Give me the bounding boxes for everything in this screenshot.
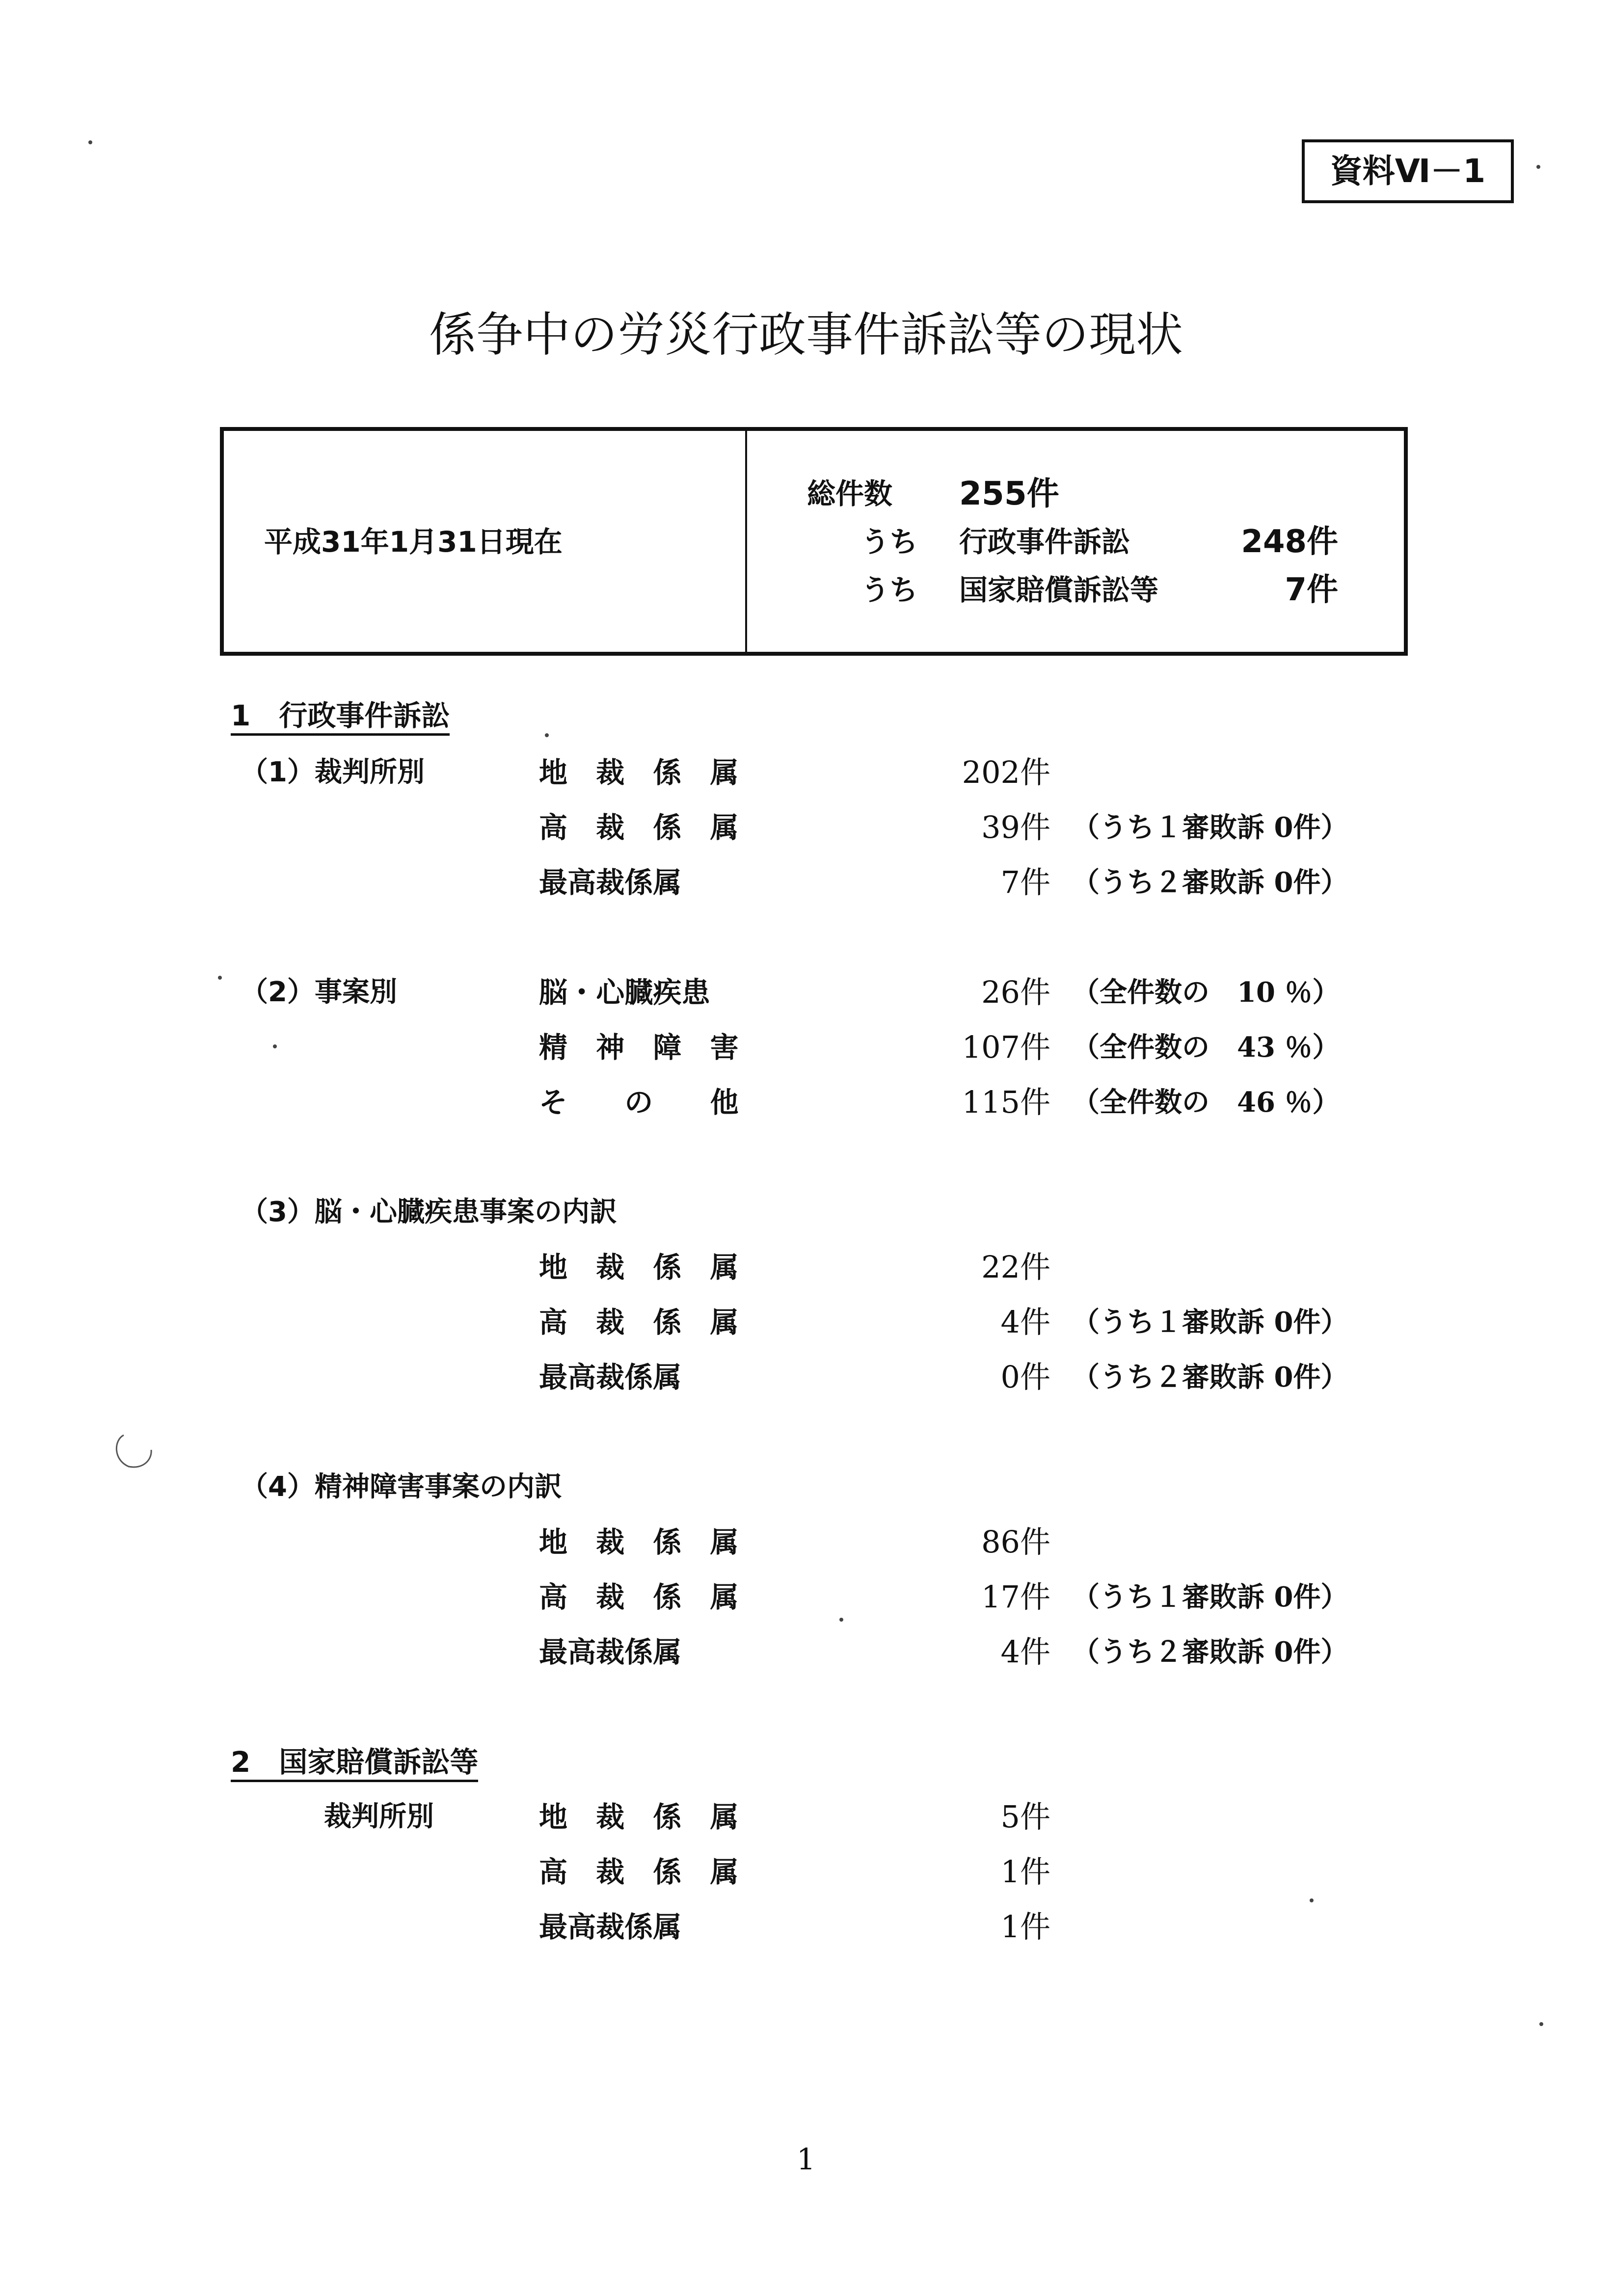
court-label: 高 裁 係 属 xyxy=(539,1580,739,1614)
case-count: 4件 xyxy=(1000,1634,1050,1670)
scan-speck xyxy=(839,1618,843,1622)
case-count: 7件 xyxy=(1000,864,1050,900)
scan-speck xyxy=(545,733,549,737)
case-count: 26件 xyxy=(981,974,1050,1010)
court-label: 高 裁 係 属 xyxy=(539,1855,739,1889)
section-heading-text: 1 行政事件訴訟 xyxy=(231,699,450,736)
case-count: 107件 xyxy=(962,1029,1050,1065)
case-type-label: そ の 他 xyxy=(539,1086,739,1119)
case-note: （うち１審敗訴 0件） xyxy=(1072,811,1348,844)
summary-total-label: 総件数 xyxy=(807,477,893,510)
scan-speck xyxy=(1536,165,1540,169)
section-heading-text: 2 国家賠償訴訟等 xyxy=(231,1745,478,1782)
case-type-label: 脳・心臓疾患 xyxy=(539,976,710,1009)
summary-row-label: 国家賠償訴訟等 xyxy=(959,573,1159,607)
section-heading xyxy=(231,697,450,734)
court-label: 地 裁 係 属 xyxy=(539,756,739,789)
case-note: （うち２審敗訴 0件） xyxy=(1072,1636,1348,1668)
case-count: 4件 xyxy=(1000,1304,1050,1340)
scan-speck xyxy=(1310,1898,1314,1902)
case-count: 115件 xyxy=(962,1084,1050,1120)
case-type-label: 精 神 障 害 xyxy=(539,1031,739,1064)
court-label: 高 裁 係 属 xyxy=(539,811,739,844)
scan-speck xyxy=(273,1044,277,1048)
page-number: 1 xyxy=(796,2142,816,2177)
court-label: 高 裁 係 属 xyxy=(539,1306,739,1339)
case-count: 202件 xyxy=(962,754,1050,790)
summary-row-value: 248件 xyxy=(1241,524,1338,560)
case-note: （全件数の 46 ％） xyxy=(1072,1086,1340,1119)
case-count: 1件 xyxy=(1000,1854,1050,1890)
case-count: 22件 xyxy=(981,1249,1050,1285)
document-label: 資料Ⅵ－1 xyxy=(1302,139,1514,203)
scan-mark xyxy=(109,1430,158,1474)
case-count: 5件 xyxy=(1000,1799,1050,1835)
case-count: 0件 xyxy=(1000,1359,1050,1395)
subsection-label: （1）裁判所別 xyxy=(241,756,425,788)
case-count: 39件 xyxy=(981,809,1050,845)
page-title: 係争中の労災行政事件訴訟等の現状 xyxy=(429,307,1183,362)
summary-row-prefix: うち xyxy=(861,573,918,607)
case-note: （全件数の 43 ％） xyxy=(1072,1031,1340,1064)
summary-row-label: 行政事件訴訟 xyxy=(959,525,1130,559)
court-label: 地 裁 係 属 xyxy=(539,1251,739,1284)
subsection-label: 裁判所別 xyxy=(324,1801,434,1833)
court-label: 最高裁係属 xyxy=(539,1635,682,1669)
case-count: 1件 xyxy=(1000,1909,1050,1945)
court-label: 最高裁係属 xyxy=(539,1361,682,1394)
summary-divider xyxy=(745,431,747,652)
case-count: 17件 xyxy=(981,1579,1050,1615)
case-note: （うち１審敗訴 0件） xyxy=(1072,1306,1348,1338)
subsection-label: （3）脳・心臓疾患事案の内訳 xyxy=(241,1196,617,1228)
court-label: 最高裁係属 xyxy=(539,1910,682,1944)
section-heading xyxy=(231,1743,478,1781)
court-label: 地 裁 係 属 xyxy=(539,1800,739,1834)
case-note: （うち２審敗訴 0件） xyxy=(1072,866,1348,899)
case-note: （うち１審敗訴 0件） xyxy=(1072,1581,1348,1613)
court-label: 地 裁 係 属 xyxy=(539,1525,739,1559)
subsection-label: （2）事案別 xyxy=(241,976,397,1008)
summary-date: 平成31年1月31日現在 xyxy=(264,525,563,559)
summary-row-value: 7件 xyxy=(1285,572,1338,608)
scan-speck xyxy=(1539,2022,1543,2026)
summary-row-prefix: うち xyxy=(861,525,918,559)
summary-box xyxy=(220,427,1408,656)
summary-total-value: 255件 xyxy=(959,475,1059,512)
case-note: （全件数の 10 ％） xyxy=(1072,976,1340,1009)
scan-speck xyxy=(218,976,222,980)
court-label: 最高裁係属 xyxy=(539,866,682,899)
subsection-label: （4）精神障害事案の内訳 xyxy=(241,1471,562,1503)
scan-speck xyxy=(88,140,92,144)
case-note: （うち２審敗訴 0件） xyxy=(1072,1361,1348,1393)
case-count: 86件 xyxy=(981,1524,1050,1560)
